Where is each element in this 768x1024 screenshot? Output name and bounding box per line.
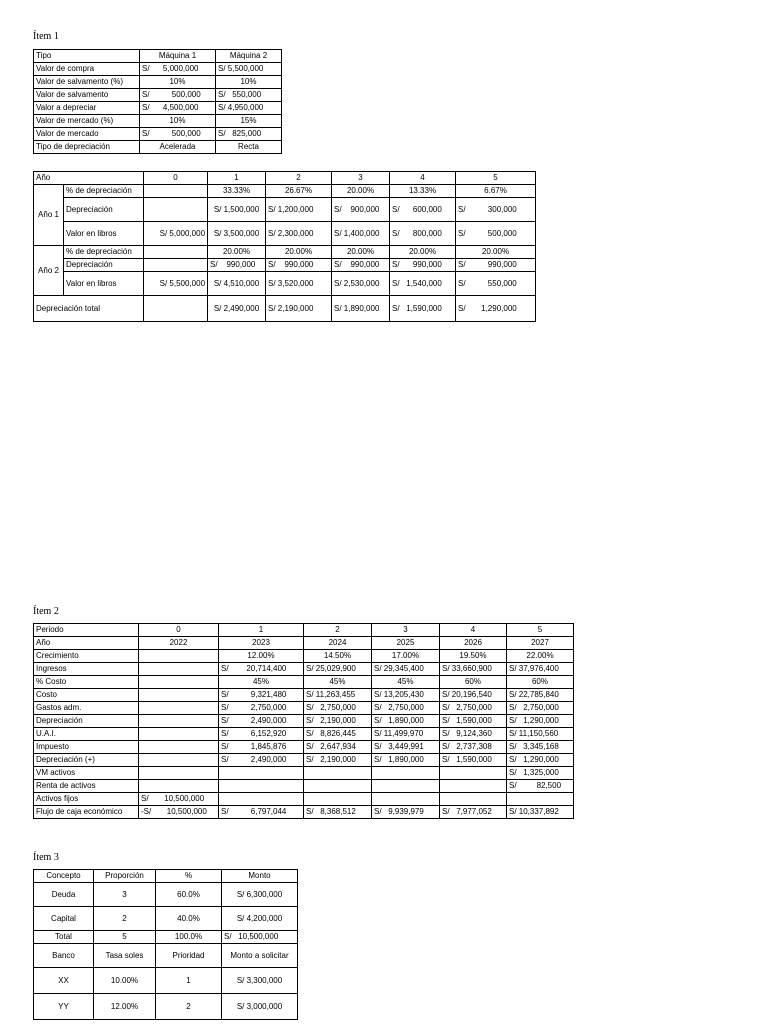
cell: S/ 2,750,000 [304,702,372,715]
cell: S/ 1,325,000 [507,767,574,780]
table-row [34,907,298,931]
cell [139,754,219,767]
item2-heading: Ítem 2 [33,606,59,617]
cell: S/ 1,590,000 [390,296,456,322]
cell: 20.00% [208,246,266,259]
cell: 1 [156,968,222,994]
cell: S/ 5,500,000 [144,272,208,296]
cell: S/ 2,647,934 [304,741,372,754]
cell: 17.00% [372,650,440,663]
cell: S/ 500,000 [456,222,536,246]
cell: 10% [140,115,216,128]
cell: 5 [94,931,156,944]
header-cell: Tasa soles [94,944,156,968]
cell [139,689,219,702]
cell: 5 [507,624,574,637]
cell: S/ 990,000 [390,259,456,272]
cell: 15% [216,115,282,128]
cell: S/ 2,737,308 [440,741,507,754]
cell: 20.00% [332,185,390,198]
cell: S/ 1,290,000 [507,715,574,728]
table-row [34,246,536,259]
cell: S/ 6,797,044 [219,806,304,819]
cell: S/ 3,000,000 [222,994,298,1020]
cell: 2025 [372,637,440,650]
cell: Acelerada [140,141,216,154]
row-label: Año [34,637,139,650]
table-row [34,259,536,272]
cell [139,650,219,663]
row-label: Depreciación total [34,296,144,322]
cell [139,702,219,715]
cash-flow-table [33,623,574,819]
cell: S/ 3,449,991 [372,741,440,754]
cell: S/ 2,490,000 [219,754,304,767]
cell: 2 [304,624,372,637]
cell: 4 [440,624,507,637]
cell: S/ 2,750,000 [372,702,440,715]
cell: S/ 10,500,000 [222,931,298,944]
cell: 2024 [304,637,372,650]
cell: 40.0% [156,907,222,931]
table-row [34,115,282,128]
item3-heading: Ítem 3 [33,852,59,863]
cell: 1 [219,624,304,637]
table-row [34,806,574,819]
cell: S/ 4,510,000 [208,272,266,296]
cell: Total [34,931,94,944]
cell [139,715,219,728]
table-row [34,767,574,780]
cell: S/ 8,826,445 [304,728,372,741]
cell: S/ 1,845,876 [219,741,304,754]
table-row [34,793,574,806]
table-row [34,715,574,728]
cell: S/ 3,345,168 [507,741,574,754]
cell: S/ 2,750,000 [507,702,574,715]
cell: S/ 11,150,560 [507,728,574,741]
cell: S/ 11,499,970 [372,728,440,741]
cell: Deuda [34,883,94,907]
row-label: U.A.I. [34,728,139,741]
header-cell: Tipo [34,50,140,63]
header-cell: Máquina 1 [140,50,216,63]
financing-table [33,869,298,1020]
table-row [34,185,536,198]
cell: S/ 1,540,000 [390,272,456,296]
cell: S/ 1,890,000 [372,715,440,728]
row-label: Tipo de depreciación [34,141,140,154]
row-label: Valor de salvamento (%) [34,76,140,89]
cell: 45% [219,676,304,689]
table-row [34,624,574,637]
row-label: Depreciación [64,198,144,222]
cell: S/ 990,000 [266,259,332,272]
row-label: Valor en libros [64,222,144,246]
cell: 12.00% [219,650,304,663]
cell [304,793,372,806]
year-cell: 1 [208,172,266,185]
row-label: % Costo [34,676,139,689]
table-row [34,272,536,296]
cell: S/ 2,300,000 [266,222,332,246]
cell: S/ 29,345,400 [372,663,440,676]
row-label: Depreciación (+) [34,754,139,767]
cell: 12.00% [94,994,156,1020]
cell: -S/ 10,500,000 [139,806,219,819]
cell: 14.50% [304,650,372,663]
cell: Capital [34,907,94,931]
cell: S/ 33,660,900 [440,663,507,676]
cell: 10% [140,76,216,89]
cell: 20.00% [456,246,536,259]
cell: S/ 6,300,000 [222,883,298,907]
cell [219,793,304,806]
cell: S/ 82,500 [507,780,574,793]
cell [440,767,507,780]
cell: 20.00% [332,246,390,259]
table-row [34,968,298,994]
cell [440,780,507,793]
cell [507,793,574,806]
cell: 60.0% [156,883,222,907]
table-row [34,663,574,676]
row-label: Valor de compra [34,63,140,76]
cell: S/ 550,000 [216,89,282,102]
cell [144,198,208,222]
cell: Recta [216,141,282,154]
table-row [34,637,574,650]
cell [139,741,219,754]
cell: S/ 1,290,000 [456,296,536,322]
row-label: Valor en libros [64,272,144,296]
cell: S/ 9,939,979 [372,806,440,819]
cell: S/ 25,029,900 [304,663,372,676]
cell [139,767,219,780]
cell: 60% [507,676,574,689]
cell: S/ 20,714,400 [219,663,304,676]
cell: S/ 2,190,000 [266,296,332,322]
cell: S/ 1,590,000 [440,715,507,728]
row-label: Valor de mercado [34,128,140,141]
row-label: Impuesto [34,741,139,754]
cell: S/ 5,000,000 [140,63,216,76]
table-row [34,63,282,76]
cell: 2 [94,907,156,931]
row-label: Valor de salvamento [34,89,140,102]
table-row [34,944,298,968]
cell: S/ 900,000 [332,198,390,222]
cell: S/ 1,890,000 [372,754,440,767]
row-label: VM activos [34,767,139,780]
cell: S/ 1,400,000 [332,222,390,246]
row-label: Valor de mercado (%) [34,115,140,128]
table-row [34,728,574,741]
cell [372,767,440,780]
cell: S/ 4,200,000 [222,907,298,931]
cell: S/ 3,300,000 [222,968,298,994]
table-row [34,102,282,115]
machine1-label: Año 1 [34,185,64,246]
cell: S/ 6,152,920 [219,728,304,741]
cell: S/ 22,785,840 [507,689,574,702]
cell [219,780,304,793]
cell: S/ 4,500,000 [140,102,216,115]
table-row [34,689,574,702]
header-cell: Banco [34,944,94,968]
cell [372,793,440,806]
cell: S/ 1,590,000 [440,754,507,767]
table-row [34,676,574,689]
cell [139,728,219,741]
cell [372,780,440,793]
cell: 3 [372,624,440,637]
table-row [34,754,574,767]
table-row [34,76,282,89]
cell: 3 [94,883,156,907]
table-row [34,870,298,883]
row-label: % de depreciación [64,185,144,198]
cell: S/ 500,000 [140,128,216,141]
table-row [34,702,574,715]
header-cell: Proporción [94,870,156,883]
header-cell: Prioridad [156,944,222,968]
cell [139,780,219,793]
cell: 2022 [139,637,219,650]
cell [144,259,208,272]
cell: S/ 990,000 [332,259,390,272]
row-label: Costo [34,689,139,702]
row-label: Periodo [34,624,139,637]
table-row [34,128,282,141]
cell: S/ 1,290,000 [507,754,574,767]
year-cell: 0 [144,172,208,185]
cell: 45% [372,676,440,689]
item1-heading: Ítem 1 [33,31,59,42]
year-cell: 5 [456,172,536,185]
row-label: Depreciación [34,715,139,728]
cell: S/ 37,976,400 [507,663,574,676]
year-cell: 3 [332,172,390,185]
cell: 2027 [507,637,574,650]
row-label: Ingresos [34,663,139,676]
cell: S/ 11,263,455 [304,689,372,702]
cell: S/ 4,950,000 [216,102,282,115]
cell: 20.00% [390,246,456,259]
cell: YY [34,994,94,1020]
cell: S/ 1,500,000 [208,198,266,222]
header-cell: Monto [222,870,298,883]
table-row [34,883,298,907]
cell: XX [34,968,94,994]
cell: S/ 20,196,540 [440,689,507,702]
cell: S/ 1,200,000 [266,198,332,222]
cell: S/ 600,000 [390,198,456,222]
cell: S/ 13,205,430 [372,689,440,702]
cell [144,296,208,322]
row-label: Flujo de caja económico [34,806,139,819]
cell: S/ 800,000 [390,222,456,246]
header-cell: Concepto [34,870,94,883]
cell: S/ 1,890,000 [332,296,390,322]
cell: S/ 2,750,000 [219,702,304,715]
cell: S/ 3,520,000 [266,272,332,296]
machines-table [33,49,282,154]
year-cell: 2 [266,172,332,185]
cell: 26.67% [266,185,332,198]
header-cell: Monto a solicitar [222,944,298,968]
cell: S/ 3,500,000 [208,222,266,246]
table-row [34,780,574,793]
cell: S/ 10,500,000 [139,793,219,806]
cell: S/ 5,500,000 [216,63,282,76]
cell: S/ 5,000,000 [144,222,208,246]
header-cell: Máquina 2 [216,50,282,63]
table-row [34,172,536,185]
cell: 45% [304,676,372,689]
cell: S/ 2,490,000 [219,715,304,728]
cell [144,185,208,198]
cell [304,767,372,780]
table-row [34,222,536,246]
cell: S/ 9,321,480 [219,689,304,702]
cell: S/ 2,490,000 [208,296,266,322]
cell: 6.67% [456,185,536,198]
row-label: Crecimiento [34,650,139,663]
cell [219,767,304,780]
cell: 10.00% [94,968,156,994]
machine2-label: Año 2 [34,246,64,296]
table-row [34,198,536,222]
cell: S/ 8,368,512 [304,806,372,819]
header-cell: % [156,870,222,883]
cell: 0 [139,624,219,637]
cell: S/ 990,000 [208,259,266,272]
cell: S/ 990,000 [456,259,536,272]
year-cell: 4 [390,172,456,185]
cell: S/ 550,000 [456,272,536,296]
table-row [34,141,282,154]
depreciation-table [33,171,536,322]
cell: S/ 9,124,360 [440,728,507,741]
cell: 2026 [440,637,507,650]
cell: S/ 2,750,000 [440,702,507,715]
cell [144,246,208,259]
cell: S/ 2,190,000 [304,754,372,767]
row-label: Activos fijos [34,793,139,806]
cell [139,663,219,676]
cell: 2 [156,994,222,1020]
cell: 2023 [219,637,304,650]
cell [440,793,507,806]
cell: 20.00% [266,246,332,259]
table-row [34,89,282,102]
cell: S/ 10,337,892 [507,806,574,819]
cell: S/ 300,000 [456,198,536,222]
row-label: % de depreciación [64,246,144,259]
table-row [34,50,282,63]
table-row [34,931,298,944]
table-row [34,296,536,322]
row-label: Renta de activos [34,780,139,793]
cell: 60% [440,676,507,689]
row-label: Depreciación [64,259,144,272]
cell: 13.33% [390,185,456,198]
cell: S/ 2,530,000 [332,272,390,296]
cell: S/ 7,977,052 [440,806,507,819]
cell: 22.00% [507,650,574,663]
cell: 10% [216,76,282,89]
cell: S/ 2,190,000 [304,715,372,728]
table-row [34,650,574,663]
cell: 33.33% [208,185,266,198]
table-row [34,741,574,754]
table-row [34,994,298,1020]
cell: S/ 500,000 [140,89,216,102]
cell: S/ 825,000 [216,128,282,141]
header-cell: Año [34,172,144,185]
row-label: Valor a depreciar [34,102,140,115]
cell [304,780,372,793]
cell: 19.50% [440,650,507,663]
cell: 100.0% [156,931,222,944]
row-label: Gastos adm. [34,702,139,715]
cell [139,676,219,689]
